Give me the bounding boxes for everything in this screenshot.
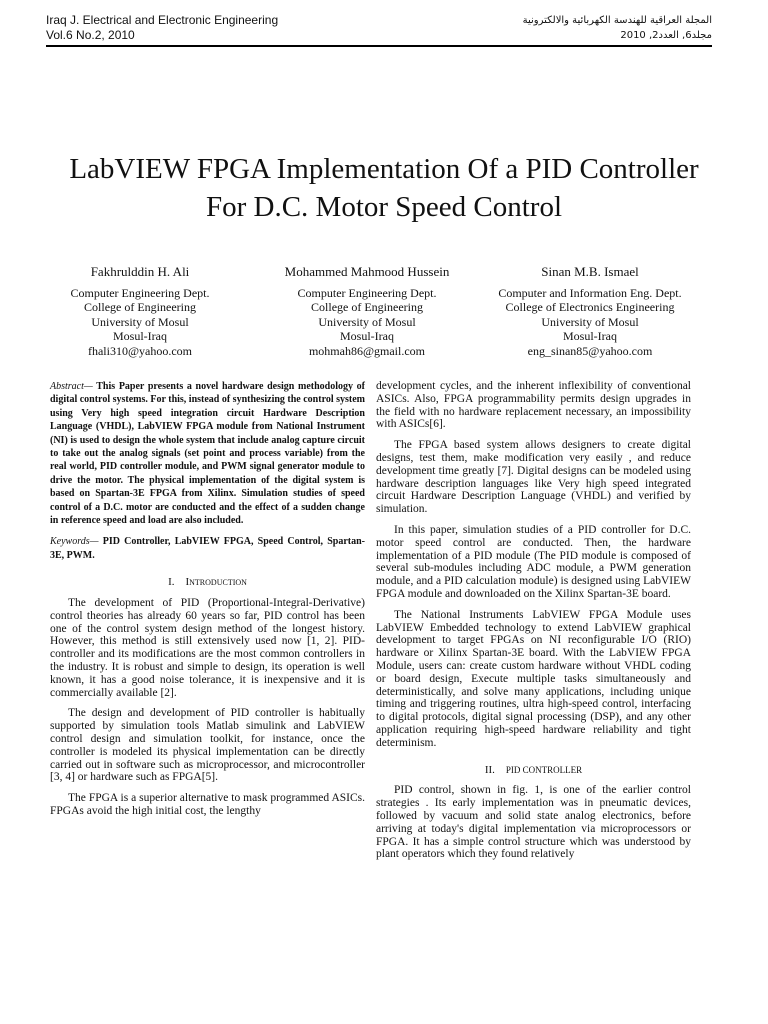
paragraph: The National Instruments LabVIEW FPGA Module uses LabVIEW Embedded technology to extend LabVIEW graphical development to target FPGAs on NI reconfigurable I/O (RIO) hardware or Xilinx Spartan-3E board. With the LabVIEW FPGA Module, users can: create custom hardware without VHDL coding or board design, Execute multiple tasks simultaneously and deterministically, and solve many applications, including unique timing and triggering routines, ultra high-speed control, interfacing to digital protocols, digital signal processing (DSP), and any other application requiring high-speed hardware reliability and tight determinism. [376,608,691,749]
paragraph: PID control, shown in fig. 1, is one of the earlier control strategies . Its early implementation was in pneumatic devices, followed by vacuum and solid state analog electronics, before arriving at today's digital implementation via microprocessors or FPGA. It has a simple control structure which was understood by plant operators which they found relatively [376,784,691,861]
paragraph: In this paper, simulation studies of a PID controller for D.C. motor speed control are conducted. Then, the hardware implementation of a PID module (The PID module is composed of several sub-modules including ADC module, a PWM generation module, and a PID calculation module) is designed using LabVIEW FPGA module and downloaded on the Xilinx Spartan-3E board. [376,523,691,600]
author-name: Fakhrulddin H. Ali [90,264,190,279]
journal-volume-arabic: مجلد6, العدد2, 2010 [620,30,712,41]
author-dept: Computer Engineering Dept. [297,285,437,300]
paragraph: The FPGA based system allows designers to create digital designs, test them, make modification very easily , and reduce development time greatly [7]. Digital designs can be modeled using hardware description languages like Very high speed integrated circuit Hardware Description Language (VHDL) and verified by simulation. [376,439,691,516]
abstract [50,380,365,527]
paragraph: The development of PID (Proportional-Integral-Derivative) control theories has already 60 years so far, PID control has been one of the control system design method of the longest history. However, this method is still extensively used now [1, 2]. PID-controller and its modifications are the most common controllers in the industry. It is robust and simple to design, its operation is well known, it has a good noise tolerance, it is inexpensive and it is commercially available [2]. [50,597,365,699]
journal-header [46,13,278,43]
author-city: Mosul-Iraq [340,329,394,343]
author-block [247,265,487,358]
author-email: fhali310@yahoo.com [87,343,193,358]
section-heading-introduction [50,576,365,589]
author-college: College of Electronics Engineering [505,300,675,314]
abstract-text: This Paper presents a novel hardware design methodology of digital control systems. For this, instead of synthesizing the control system using Very high speed integration circuit Hardware Description Language (VHDL), LabVIEW FPGA module from National Instrument (NI) is used to design the whole system that include analog capture circuit to take out the analog signals (set point and process variable) from the real world, PID controller module, and PWM signal generator module to drive the motor. The physical implementation of the digital system is based on Spartan-3E FPGA from Xilinx. Simulation studies of speed control of a D.C. motor are conducted and the effect of a sudden change in reference speed and load are also included. [50,381,365,527]
section-title: PID CONTROLLER [505,764,583,775]
right-column [376,380,691,869]
author-college: College of Engineering [84,300,196,314]
title-line-1: LabVIEW FPGA Implementation Of a PID Controller [69,153,699,185]
author-dept: Computer and Information Eng. Dept. [498,285,682,300]
paper-title [0,150,768,226]
header-divider [46,45,712,47]
author-city: Mosul-Iraq [113,329,167,343]
keywords [50,535,365,562]
author-dept: Computer Engineering Dept. [70,285,210,300]
paragraph: development cycles, and the inherent inflexibility of conventional ASICs. Also, FPGA programmability permits design upgrades in the field with no hardware replacement necessary, an impossibility with ASICs[6]. [376,380,691,431]
author-college: College of Engineering [311,300,423,314]
title-line-2: For D.C. Motor Speed Control [205,191,563,223]
paragraph: The FPGA is a superior alternative to mask programmed ASICs. FPGAs avoid the high initial cost, the lengthy [50,792,365,818]
keywords-label: Keywords— [50,536,99,548]
author-university: University of Mosul [541,314,639,329]
journal-header-arabic [523,13,712,43]
abstract-label: Abstract— [50,381,93,392]
left-column [50,380,365,826]
section-title: Introduction [185,576,247,589]
section-number: I. [168,576,175,589]
author-name: Sinan M.B. Ismael [541,264,639,279]
author-university: University of Mosul [91,314,189,329]
author-block [20,265,260,358]
journal-volume: Vol.6 No.2, 2010 [46,28,135,42]
journal-name: Iraq J. Electrical and Electronic Engineering [46,13,279,27]
section-heading-pid-controller [376,764,691,777]
author-email: eng_sinan85@yahoo.com [527,343,653,358]
author-university: University of Mosul [318,314,416,329]
journal-name-arabic: المجلة العراقية للهندسة الكهربائية والالكترونية [522,15,712,26]
paragraph: The design and development of PID controller is habitually supported by simulation tools Matlab simulink and LabVIEW control design and simulation toolkit, for instance, once the controller is modeled its physical implementation can be directly carried out in software such as microprocessor, and microcontroller [3, 4] or hardware such as FPGA[5]. [50,707,365,784]
author-block [470,265,710,358]
keywords-text: PID Controller, LabVIEW FPGA, Speed Control, Spartan-3E, PWM. [50,536,365,561]
author-city: Mosul-Iraq [563,329,617,343]
author-name: Mohammed Mahmood Hussein [284,264,450,279]
section-number: II. [484,763,495,776]
author-email: mohmah86@gmail.com [308,343,426,358]
